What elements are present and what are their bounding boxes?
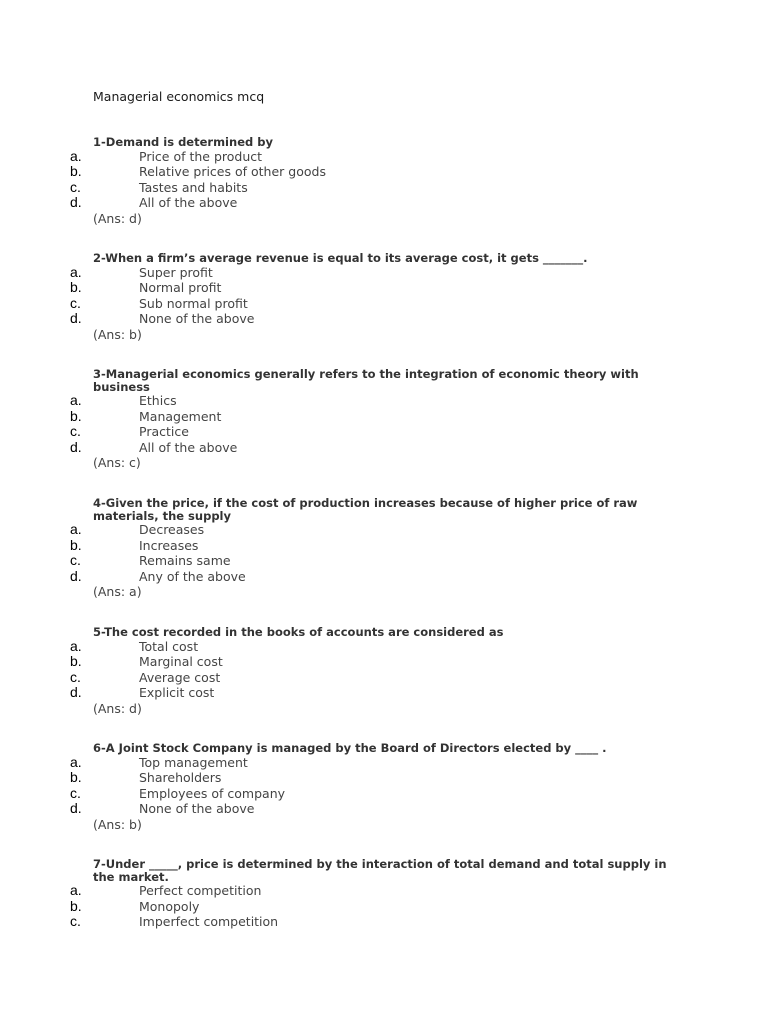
option-d <box>0 311 768 327</box>
option-letter: d. <box>70 684 82 700</box>
option-text: Practice <box>139 424 189 439</box>
option-letter: c. <box>70 178 81 195</box>
option-text: Perfect competition <box>139 883 262 898</box>
option-letter: c. <box>70 423 81 439</box>
option-letter: b. <box>70 897 82 914</box>
option-letter: b. <box>70 536 82 553</box>
option-letter: a. <box>70 521 82 537</box>
question-4 <box>0 497 768 600</box>
option-d <box>0 195 768 211</box>
option-text: Total cost <box>139 638 199 654</box>
question-text: 6-A Joint Stock Company is managed by the Board of Directors elected by ____ . <box>93 741 607 755</box>
option-c <box>0 180 768 196</box>
option-letter: d. <box>70 310 82 326</box>
answer-text: (Ans: c) <box>93 455 141 470</box>
question-text: 4-Given the price, if the cost of production increases because of higher price of raw materials, the supply <box>93 496 638 523</box>
answer-text: (Ans: a) <box>93 584 142 599</box>
option-c <box>0 670 768 686</box>
option-letter: c. <box>70 552 81 568</box>
question-text: 3-Managerial economics generally refers to the integration of economic theory with business <box>93 367 639 394</box>
option-text: Average cost <box>139 669 221 685</box>
question-6 <box>0 742 768 832</box>
option-text: Explicit cost <box>139 685 215 700</box>
option-text: Increases <box>139 537 199 553</box>
option-text: Tastes and habits <box>139 179 248 195</box>
question-text: 2-When a firm’s average revenue is equal to its average cost, it gets _______. <box>93 251 588 265</box>
option-text: Normal profit <box>139 280 222 295</box>
option-c <box>0 786 768 802</box>
option-a <box>0 883 768 899</box>
question-text: 1-Demand is determined by <box>93 135 273 149</box>
question-1 <box>0 136 768 226</box>
option-a <box>0 149 768 165</box>
option-letter: b. <box>70 407 82 424</box>
option-letter: c. <box>70 784 81 801</box>
option-d <box>0 440 768 456</box>
question-5 <box>0 626 768 716</box>
option-text: Relative prices of other goods <box>139 164 326 179</box>
option-text: Ethics <box>139 393 177 408</box>
option-letter: b. <box>70 279 82 295</box>
option-letter: c. <box>70 913 81 929</box>
option-text: Imperfect competition <box>139 914 279 929</box>
option-a <box>0 755 768 771</box>
option-a <box>0 522 768 538</box>
option-text: All of the above <box>139 439 238 455</box>
option-text: Remains same <box>139 553 231 568</box>
option-letter: a. <box>70 882 82 898</box>
option-letter: d. <box>70 438 82 455</box>
option-d <box>0 685 768 701</box>
document-title: Managerial economics mcq <box>93 89 265 104</box>
question-3 <box>0 368 768 471</box>
option-text: None of the above <box>139 311 255 326</box>
option-b <box>0 409 768 425</box>
option-d <box>0 569 768 585</box>
option-a <box>0 265 768 281</box>
option-text: Price of the product <box>139 148 263 164</box>
option-c <box>0 914 768 930</box>
option-text: All of the above <box>139 195 238 210</box>
option-text: Decreases <box>139 522 205 537</box>
option-text: Sub normal profit <box>139 295 248 311</box>
option-d <box>0 801 768 817</box>
option-letter: c. <box>70 294 81 311</box>
answer-text: (Ans: b) <box>93 816 142 832</box>
option-text: None of the above <box>139 801 255 816</box>
question-2 <box>0 252 768 342</box>
option-letter: d. <box>70 567 82 584</box>
answer-text: (Ans: b) <box>93 326 142 342</box>
option-letter: a. <box>70 753 82 770</box>
option-c <box>0 296 768 312</box>
option-letter: b. <box>70 163 82 179</box>
option-text: Employees of company <box>139 785 286 801</box>
question-7 <box>0 858 768 930</box>
option-letter: a. <box>70 392 82 408</box>
option-c <box>0 424 768 440</box>
option-b <box>0 280 768 296</box>
option-text: Any of the above <box>139 568 246 584</box>
option-text: Super profit <box>139 264 213 280</box>
option-letter: d. <box>70 800 82 816</box>
option-letter: d. <box>70 194 82 210</box>
option-text: Management <box>139 408 222 424</box>
option-b <box>0 899 768 915</box>
option-a <box>0 639 768 655</box>
option-letter: a. <box>70 637 82 654</box>
option-c <box>0 553 768 569</box>
option-letter: b. <box>70 769 82 785</box>
option-text: Shareholders <box>139 770 222 785</box>
option-text: Marginal cost <box>139 654 223 669</box>
option-b <box>0 538 768 554</box>
option-text: Top management <box>139 754 248 770</box>
option-b <box>0 654 768 670</box>
option-letter: b. <box>70 653 82 669</box>
option-letter: a. <box>70 147 82 164</box>
question-text: 5-The cost recorded in the books of accounts are considered as <box>93 625 504 639</box>
answer-text: (Ans: d) <box>93 700 142 716</box>
question-text: 7-Under _____, price is determined by the interaction of total demand and total supply in the market. <box>93 857 667 884</box>
option-a <box>0 393 768 409</box>
option-letter: c. <box>70 668 81 685</box>
answer-text: (Ans: d) <box>93 210 142 226</box>
option-letter: a. <box>70 263 82 280</box>
option-b <box>0 164 768 180</box>
option-text: Monopoly <box>139 898 200 914</box>
option-b <box>0 770 768 786</box>
